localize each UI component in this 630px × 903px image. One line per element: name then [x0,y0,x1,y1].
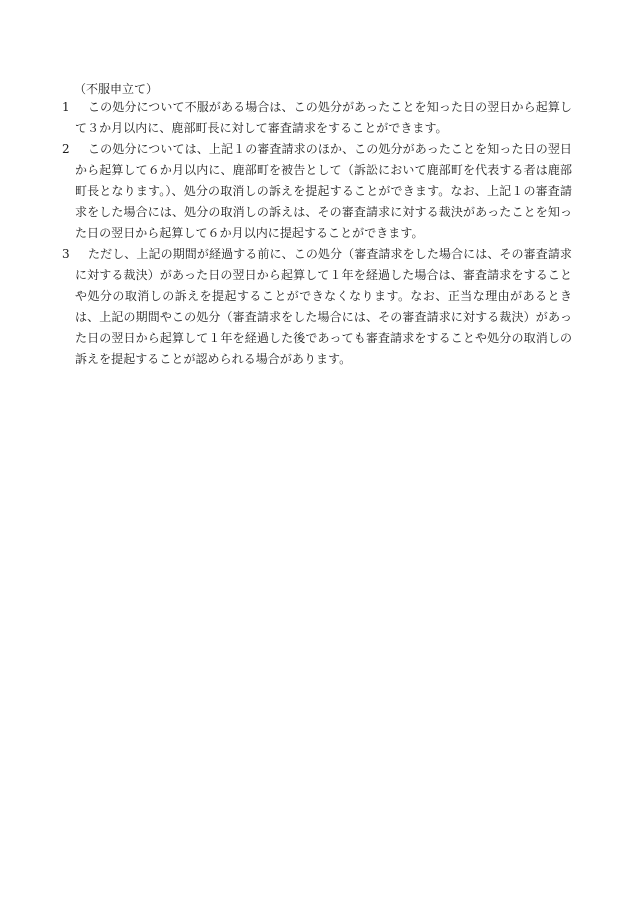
item-number: 3 [62,247,70,261]
list-item [62,244,572,370]
list-item [62,139,572,244]
item-text: この処分については、上記１の審査請求のほか、この処分があったことを知った日の翌日から起算して６か月以内に、鹿部町を被告として（訴訟において鹿部町を代表する者は鹿部町長となります。）、処分の取消しの訴えを提起することができます。なお、上記１の審査請求をした場合には、処分の取消しの訴えは、その審査請求に対する裁決があったことを知った日の翌日から起算して６か月以内に提起することができます。 [75,142,572,240]
section-heading: （不服申立て） [74,82,159,96]
item-number: 1 [62,100,70,114]
list-item [62,97,572,139]
item-number: 2 [62,142,70,156]
item-text: この処分について不服がある場合は、この処分があったことを知った日の翌日から起算して３か月以内に、鹿部町長に対して審査請求をすることができます。 [75,100,572,135]
item-text: ただし、上記の期間が経過する前に、この処分（審査請求をした場合には、その審査請求に対する裁決）があった日の翌日から起算して１年を経過した場合は、審査請求をすることや処分の取消しの訴えを提起することができなくなります。なお、正当な理由があるときは、上記の期間やこの処分（審査請求をした場合には、その審査請求に対する裁決）があった日の翌日から起算して１年を経過した後であっても審査請求をすることや処分の取消しの訴えを提起することが認められる場合があります。 [75,247,572,366]
